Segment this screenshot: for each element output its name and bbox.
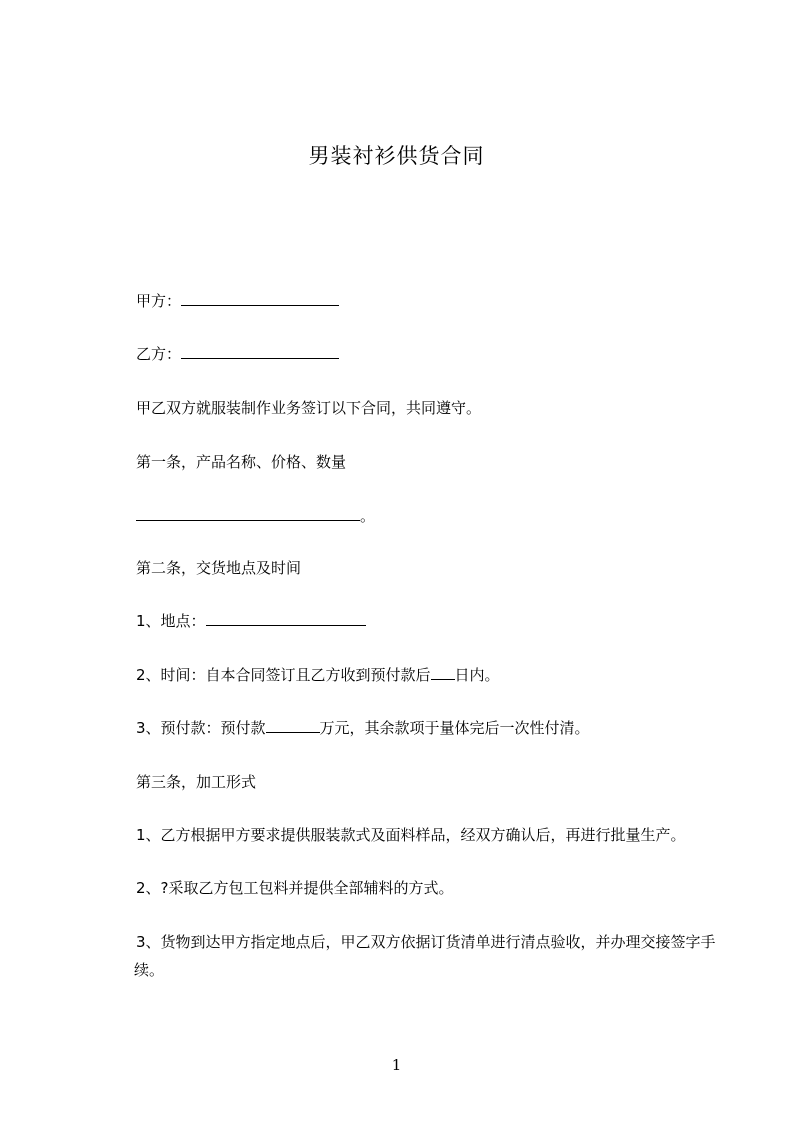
party-a-label: 甲方： [136, 292, 182, 310]
location-label: 1、地点： [136, 612, 206, 630]
party-a-blank [181, 290, 339, 306]
article-2-item-3 [136, 717, 590, 739]
intro-paragraph: 甲乙双方就服装制作业务签订以下合同，共同遵守。 [136, 399, 482, 417]
page-number: 1 [391, 1056, 402, 1074]
article-3-heading: 第三条，加工形式 [136, 773, 257, 791]
delivery-time-suffix: 日内。 [454, 666, 500, 684]
article-1-blank [136, 505, 360, 521]
article-2-item-2 [136, 664, 500, 686]
delivery-time-text: 2、时间：自本合同签订且乙方收到预付款后 [136, 666, 431, 684]
article-3-item-3: 3、货物到达甲方指定地点后，甲乙双方依据订货清单进行清点验收，并办理交接签字手续。 [134, 933, 716, 979]
article-1-period: 。 [360, 507, 376, 525]
article-1-content-line [136, 505, 375, 527]
prepayment-suffix: 万元，其余款项于量体完后一次性付清。 [319, 719, 590, 737]
article-1-heading: 第一条，产品名称、价格、数量 [136, 453, 347, 471]
location-blank [206, 610, 366, 626]
party-b-label: 乙方： [136, 345, 182, 363]
page-title: 男装衬衫供货合同 [308, 144, 485, 168]
prepayment-text: 3、预付款：预付款 [136, 719, 266, 737]
party-b-line [136, 343, 339, 365]
delivery-days-blank [431, 664, 455, 680]
party-a-line [136, 290, 339, 312]
article-3-item-2: 2、?采取乙方包工包料并提供全部辅料的方式。 [136, 879, 454, 897]
article-2-heading: 第二条，交货地点及时间 [136, 559, 302, 577]
article-3-item-1: 1、乙方根据甲方要求提供服装款式及面料样品，经双方确认后，再进行批量生产。 [136, 826, 686, 844]
party-b-blank [181, 343, 339, 359]
article-2-item-1 [136, 610, 366, 632]
prepayment-amount-blank [266, 717, 320, 733]
